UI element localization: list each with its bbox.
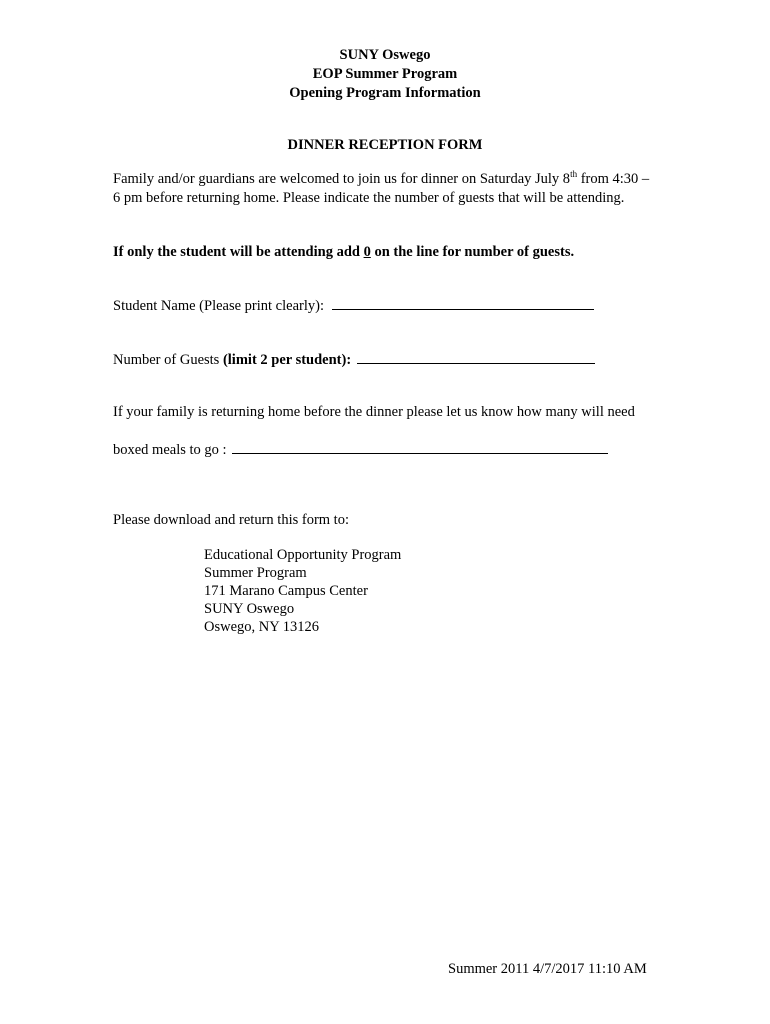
address-line-4: SUNY Oswego: [204, 601, 295, 617]
instruction-value: 0: [363, 244, 371, 260]
boxed-meals-blank[interactable]: [232, 440, 608, 454]
address-line-5: Oswego, NY 13126: [204, 619, 320, 635]
guests-row: [113, 350, 595, 370]
intro-superscript: th: [570, 169, 578, 180]
header-subtitle: Opening Program Information: [289, 85, 481, 101]
document-header: [0, 46, 770, 103]
boxed-meals-label: boxed meals to go :: [113, 442, 227, 458]
guests-label-plain: Number of Guests: [113, 352, 223, 368]
header-institution: SUNY Oswego: [339, 47, 431, 63]
header-program: EOP Summer Program: [312, 66, 458, 82]
intro-text-part2: from 4:30 – 6 pm before returning home. Please indicate the number of guests that will be attending.: [113, 171, 650, 206]
student-name-label: Student Name (Please print clearly):: [113, 298, 324, 314]
instruction-text: [113, 243, 673, 262]
instruction-before: If only the student will be attending add: [113, 244, 364, 260]
address-line-3: 171 Marano Campus Center: [204, 583, 368, 599]
boxed-meals-row: [113, 440, 608, 460]
guests-label-bold: (limit 2 per student):: [222, 352, 352, 368]
return-address: [204, 546, 401, 636]
footer-timestamp: Summer 2011 4/7/2017 11:10 AM: [448, 961, 647, 977]
boxed-question: If your family is returning home before the dinner please let us know how many will need: [113, 404, 635, 420]
instruction-after: on the line for number of guests.: [370, 244, 575, 260]
student-name-row: [113, 296, 594, 316]
intro-text-part1: Family and/or guardians are welcomed to join us for dinner on Saturday July 8: [113, 171, 571, 187]
form-title: DINNER RECEPTION FORM: [287, 137, 483, 153]
student-name-blank[interactable]: [332, 296, 594, 310]
intro-paragraph: [113, 170, 653, 208]
return-label: Please download and return this form to:: [113, 512, 349, 528]
address-line-1: Educational Opportunity Program: [204, 547, 402, 563]
address-line-2: Summer Program: [204, 565, 307, 581]
guests-blank[interactable]: [357, 350, 595, 364]
